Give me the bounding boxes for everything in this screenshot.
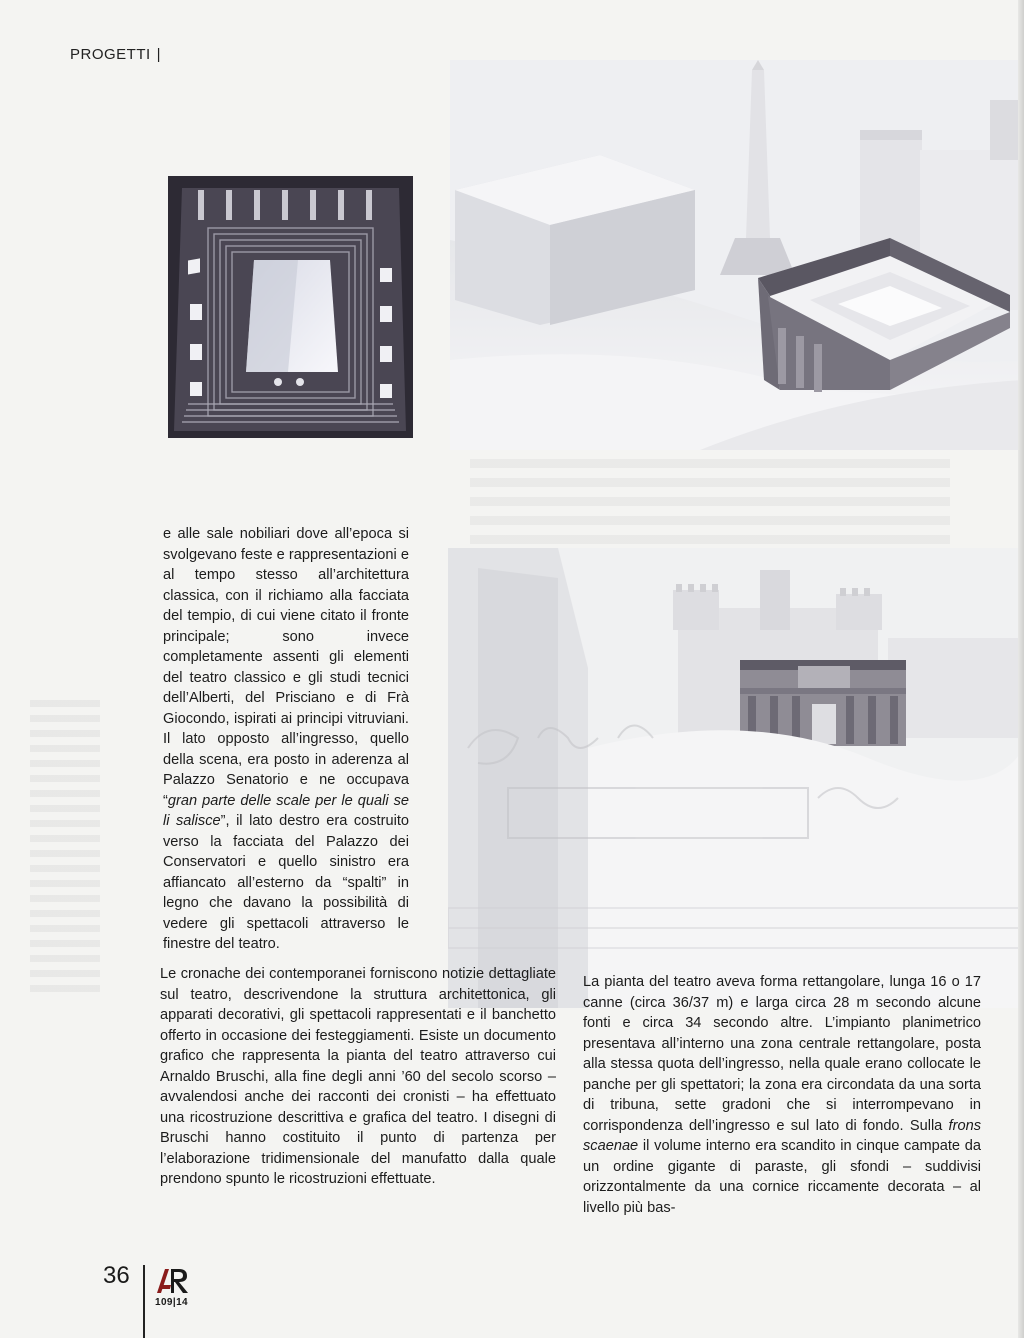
theatre-facade-render — [448, 548, 1024, 1008]
show-through-decor-left — [30, 700, 100, 1000]
show-through-decor — [470, 440, 950, 560]
section-label — [70, 46, 161, 63]
italic-term: frons scaenae — [583, 1117, 981, 1154]
paragraph-text: Le cronache dei contemporanei forniscono notizie dettagliate sul teatro, descrivendone la struttura architettonica, gli apparati decorativi, gli spettacoli rappresentati e il banchetto offerto in occasione dei festeggiamenti. Esiste un documento grafico che rappresenta la pianta del teatro attraverso cui Arnaldo Bruschi, alla fine degli anni ’60 del secolo scorso – avvalendosi anche dei racconti dei cronisti – ha effettuato una ricostruzione descrittiva e grafica del teatro. I disegni di Bruschi hanno costituito il punto di partenza per l’elaborazione tridimensionale del manufatto dalla quale prendono spunto le ricostruzioni effettuate. — [160, 966, 556, 1187]
body-column-lower-left — [160, 964, 556, 1190]
issue-number: 109|14 — [155, 1297, 189, 1308]
page-number: 36 — [103, 1262, 130, 1289]
body-column-left — [163, 524, 409, 955]
magazine-logo-icon — [155, 1265, 191, 1295]
paragraph-text: e alle sale nobiliari dove all’epoca si svolgevano feste e rappresentazioni e al tempo stesso all’architettura classica, con il richiamo alla facciata del tempio, di cui viene citato il fronte principale; sono invece completamente assenti gli elementi del teatro classico e gli studi tecnici dell’Alberti, del Prisciano e di Frà Giocondo, ispirati ai principi vitruviani. Il lato opposto all’ingresso, quello della scena, era posto in aderenza al Palazzo Senatorio e ne occupava “ — [163, 526, 409, 809]
section-separator: | — [156, 46, 162, 63]
body-column-right — [583, 972, 981, 1218]
paragraph-text-continued: il volume interno era scandito in cinque campate da un ordine gigante di paraste, gli sfondi – suddivisi orizzontalmente da una cornice riccamente decorata – al livello più bas- — [583, 1138, 981, 1216]
campidoglio-aerial-render — [450, 60, 1024, 450]
page-edge-shadow — [1018, 0, 1024, 1338]
quote-text: gran parte delle scale per le quali se li salisce — [163, 792, 409, 829]
theatre-plan-render — [168, 176, 413, 438]
paragraph-text-continued: ”, il lato destro era costruito verso la facciata del Palazzo dei Conservatori e quello sinistro era affiancato all’esterno da “spalti” in legno che davano la possibilità di vedere gli spettacoli attraverso le finestre del teatro. — [163, 813, 409, 952]
paragraph-text: La pianta del teatro aveva forma rettangolare, lunga 16 o 17 canne (circa 36/37 m) e larga circa 28 m secondo alcune fonti e circa 34 secondo altre. L’impianto planimetrico presentava all’interno una zona centrale rettangolare, posta alla stessa quota dell’ingresso, nella quale erano collocate le panche per gli spettatori; la zona era circondata da una sorta di tribuna, sette gradoni che si interrompevano in corrispondenza dell’ingresso e sul lato di fondo. Sulla — [583, 974, 981, 1134]
section-title: PROGETTI — [70, 46, 151, 63]
footer-divider — [143, 1265, 145, 1338]
